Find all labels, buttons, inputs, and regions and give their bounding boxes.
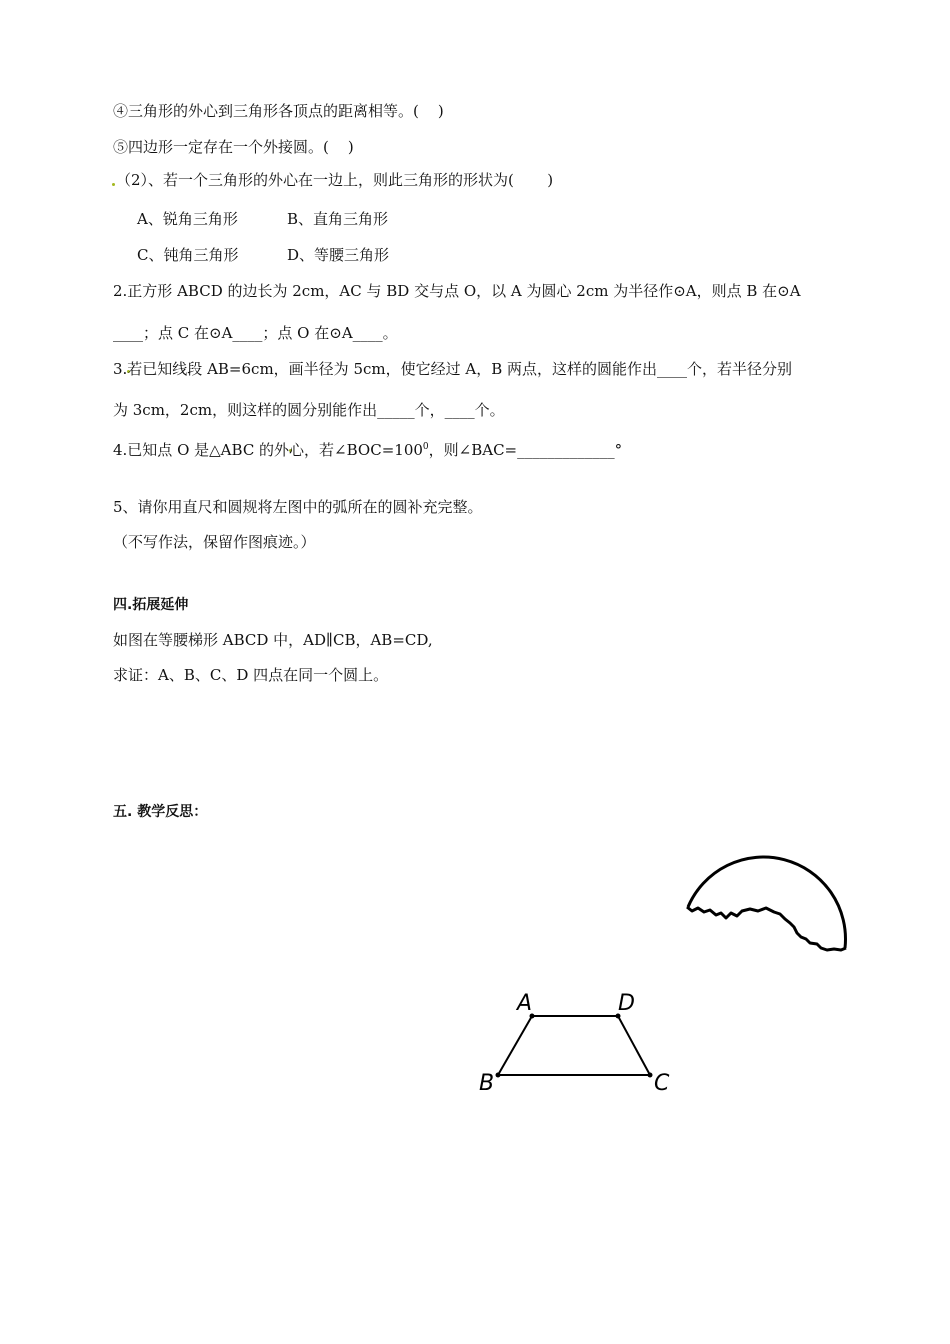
section-4-title: 四.拓展延伸 xyxy=(113,597,189,613)
section-5-title: 五. 教学反思： xyxy=(113,804,208,820)
arc-outline xyxy=(688,857,845,948)
problem-2-line-2: ____；点 C 在⊙A____；点 O 在⊙A____。 xyxy=(113,324,398,342)
trapezoid-abcd xyxy=(498,1016,650,1075)
question-2-options-row-2 xyxy=(137,245,389,265)
question-2-stem: （2）、若一个三角形的外心在一边上，则此三角形的形状为( ) xyxy=(116,171,554,189)
option-c: C、钝角三角形 xyxy=(137,246,239,264)
judgement-item-5: ⑤四边形一定存在一个外接圆。( ) xyxy=(113,138,354,156)
label-c: C xyxy=(654,1071,670,1096)
vertex-c xyxy=(648,1073,653,1078)
label-b: B xyxy=(479,1071,495,1096)
problem-4-superscript: 0 xyxy=(422,442,429,452)
problem-2-line-1: 2.正方形 ABCD 的边长为 2cm，AC 与 BD 交与点 O，以 A 为圆心 2cm 为半径作⊙A，则点 B 在⊙A xyxy=(113,282,801,300)
problem-4 xyxy=(113,437,622,460)
question-2-options-row-1 xyxy=(137,209,388,229)
label-d: D xyxy=(618,991,635,1016)
broken-arc-figure xyxy=(680,845,855,960)
section-4-line-1: 如图在等腰梯形 ABCD 中，AD∥CB，AB=CD, xyxy=(113,631,433,649)
vertex-b xyxy=(496,1073,501,1078)
option-b: B、直角三角形 xyxy=(287,210,389,228)
trapezoid-figure xyxy=(470,985,685,1100)
section-4-line-2: 求证：A、B、C、D 四点在同一个圆上。 xyxy=(113,666,389,684)
option-d: D、等腰三角形 xyxy=(287,246,390,264)
problem-4-text: 4.已知点 O 是△ABC 的外心，若∠BOC=100 xyxy=(113,441,423,459)
problem-3-line-1: 3.若已知线段 AB=6cm，画半径为 5cm，使它经过 A，B 两点，这样的圆能作出____个，若半径分别 xyxy=(113,360,793,378)
torn-edge xyxy=(687,907,846,950)
problem-3-line-2: 为 3cm，2cm，则这样的圆分别能作出_____个，____个。 xyxy=(113,401,505,419)
judgement-item-4: ④三角形的外心到三角形各顶点的距离相等。( ) xyxy=(113,102,444,120)
label-a: A xyxy=(517,991,533,1016)
problem-4-tail: ，则∠BAC=_____________° xyxy=(428,441,623,459)
problem-5-line-2: （不写作法，保留作图痕迹。） xyxy=(113,533,316,551)
marker-dot xyxy=(112,183,115,186)
problem-5-line-1: 5、请你用直尺和圆规将左图中的弧所在的圆补充完整。 xyxy=(113,498,483,516)
option-a: A、锐角三角形 xyxy=(137,210,238,228)
